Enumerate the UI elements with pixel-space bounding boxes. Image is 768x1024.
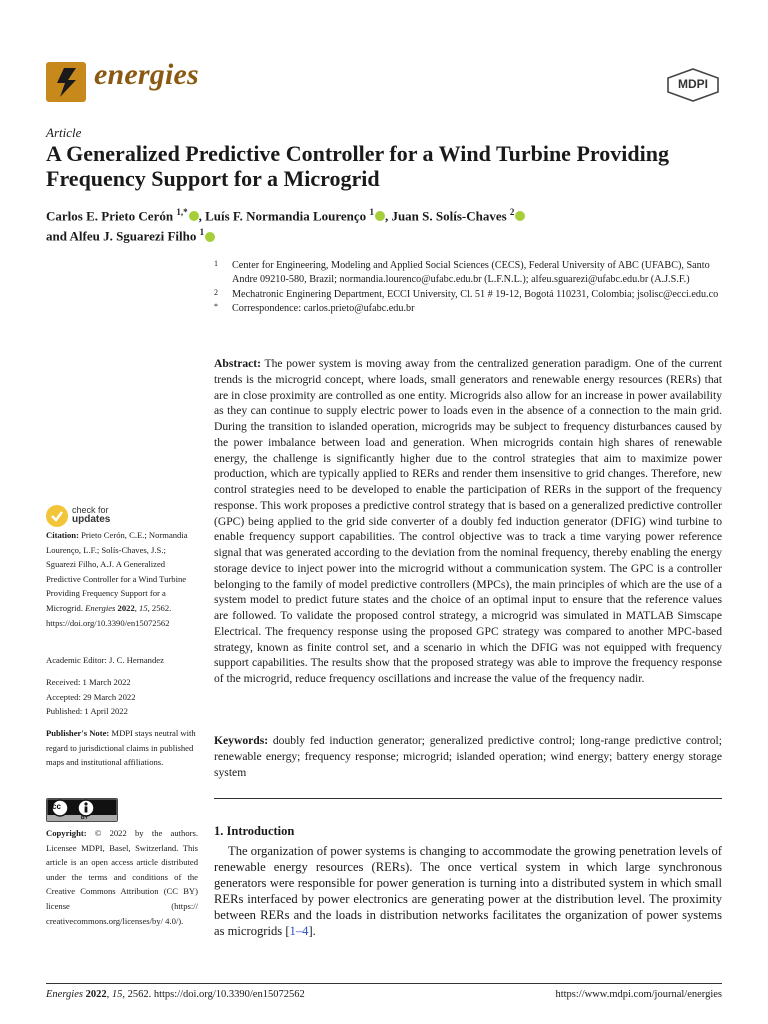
citation-year: 2022 (117, 602, 135, 613)
cc-by-license-badge[interactable] (46, 798, 118, 822)
footer-divider (46, 983, 722, 984)
journal-logo (46, 62, 86, 102)
citation-link[interactable]: 1–4 (289, 924, 309, 938)
author-affil-mark: 1 (199, 227, 205, 238)
abstract-text: The power system is moving away from the centralized generation paradigm. One of the current trends is the microgrid concept, where loads, small generators and renewable energy resources (RERs) that are in close proximity are controlled as one entity. Microgrids also allow for an increase in power availability as they can continue to supply electric power to loads even in the absence of a connection to the main grid. During the transition to islanded operation, microgrids may be subject to frequency disturbances caused by the power imbalance between load and generation. When microgrids contain high shares of renewable energy, the challenge is significantly higher due to the control strategies that aim to maximize power production, which are typically applied to RERs and render them insensitive to grid changes. Therefore, new control strategies need to be developed to enable the participation of RERs in the support of the frequency response. This work proposes a predictive control strategy that is based on a generalized predictive controller (GPC) being applied to the grid side converter of a doubly fed induction generator (DFIG) wind turbine to enable frequency support capabilities. The control objective was to track a time varying power reference signal that was generated according to the deviation from the nominal frequency, thereby enabling the energy storage device to inject power into the microgrid without a communication system. The GPC is a controller belonging to the family of model predictive controllers (MPCs), the main principles of which are the use of a system model to predict future states and the choice of an optimal input to ensure that the reference values are followed. To validate the proposed control strategy, a microgrid was simulated in MATLAB Simscape Electrical. The frequency response using the proposed GPC strategy was compared to another MPC-based strategy, known as finite control set, and a scenario in which the DFIG was not equipped with frequency support capabilities. The results show that the proposed strategy was able to improve the frequency response of the microgrid, reduce frequency oscillations and increase the value of the frequency nadir. (214, 357, 722, 685)
updates-label: updates (72, 514, 111, 525)
dates-block (46, 675, 198, 719)
check-for-label: check for (72, 505, 109, 515)
citation-journal: Energies (85, 602, 116, 613)
abstract (214, 356, 722, 687)
author-affil-mark: 2 (509, 207, 515, 217)
author-name: Juan S. Solís-Chaves (391, 208, 507, 224)
copyright-text: © 2022 by the authors. Licensee MDPI, Basel, Switzerland. This article is an open access article distributed under the terms and conditions of the Creative Commons Attribution (CC BY) license (https:// creativecommons.org/licenses/by/ 4.0/). (46, 828, 198, 926)
page-title: A Generalized Predictive Controller for a Wind Turbine Providing Frequency Support for a Microgrid (46, 141, 669, 191)
copyright-label: Copyright: (46, 828, 87, 838)
footer-citation: Energies 2022, 15, 2562. https://doi.org/10.3390/en15072562 (46, 989, 305, 1000)
check-updates-text (72, 505, 110, 525)
orcid-icon[interactable] (515, 211, 525, 221)
orcid-icon[interactable] (205, 232, 215, 242)
abstract-label: Abstract: (214, 357, 262, 370)
affiliation-item (214, 302, 726, 316)
author-name: Carlos E. Prieto Cerón (46, 208, 174, 224)
copyright-block (46, 826, 198, 928)
check-for-updates-badge[interactable] (46, 504, 146, 528)
publisher-note-text: MDPI stays neutral with regard to jurisdictional claims in published maps and institutional affiliations. (46, 728, 196, 768)
affiliation-text: Correspondence: carlos.prieto@ufabc.edu.br (232, 302, 415, 314)
affiliation-item (214, 259, 726, 288)
citation-block: Citation: Prieto Cerón, C.E.; Normandia Lourenço, L.F.; Solís-Chaves, J.S.; Sguarezi Filho, A.J. A Generalized Predictive Controller for a Wind Turbine Providing Frequency Support for a Microgrid. Energies 2022, 15, 2562. https://doi.org/10.3390/en15072562 (46, 530, 188, 628)
footer-journal: Energies (46, 989, 83, 1000)
keywords-text: doubly fed induction generator; generalized predictive control; long-range predictive control; renewable energy; frequency response; microgrid; islanded operation; wind energy; battery energy storage system (214, 734, 722, 779)
accepted-date: Accepted: 29 March 2022 (46, 691, 136, 702)
publisher-note (46, 726, 198, 770)
publisher-note-label: Publisher's Note: (46, 728, 110, 738)
footer-doi[interactable]: , 2562. https://doi.org/10.3390/en15072562 (122, 989, 305, 1000)
keywords-label: Keywords: (214, 734, 269, 747)
affiliation-item (214, 288, 726, 302)
article-type: Article (46, 125, 82, 140)
citation-doi[interactable]: , 2562. https://doi.org/10.3390/en15072562 (46, 602, 172, 628)
affiliation-text: Mechatronic Enginering Department, ECCI University, Cl. 51 # 19-12, Bogotá 110231, Colombia; jsolisc@ecci.edu.co (232, 288, 719, 300)
footer-journal-url[interactable]: https://www.mdpi.com/journal/energies (555, 989, 722, 1000)
section-heading: 1. Introduction (214, 824, 295, 838)
paragraph-text-end: ]. (308, 924, 316, 938)
keywords (214, 733, 722, 780)
affiliation-mark: * (214, 301, 218, 311)
cc-icon: cc (52, 802, 61, 811)
footer-volume: 15 (111, 989, 123, 1000)
author-affil-mark: 1 (369, 207, 374, 217)
received-date: Received: 1 March 2022 (46, 677, 131, 687)
author-list: Carlos E. Prieto Cerón $^{1,*}$ , Luís F. Normandia Lourenço $^1$ , Juan S. Solís-Chaves $^2$ and Alfeu J. Sguarezi Filho $^1$ (46, 204, 736, 245)
affiliations (214, 259, 726, 316)
citation-text: Prieto Cerón, C.E.; Normandia Lourenço, L.F.; Solís-Chaves, J.S.; Sguarezi Filho, A.J. A Generalized Predictive Controller for a Wind Turbine Providing Frequency Support for a Microgrid. (46, 530, 188, 613)
journal-name: energies (94, 58, 199, 91)
academic-editor: Academic Editor: J. C. Hernandez (46, 655, 164, 665)
orcid-icon[interactable] (189, 211, 199, 221)
publisher-name: MDPI (678, 77, 708, 91)
check-updates-icon (46, 505, 68, 527)
citation-volume: 15 (139, 602, 148, 613)
orcid-icon[interactable] (375, 211, 385, 221)
affiliation-text: Center for Engineering, Modeling and Applied Social Sciences (CECS), Federal University of ABC (UFABC), Santo Andre 09210-580, Brazil; normandia.lourenco@ufabc.edu.br (L.F.N.L.); alfeu.sguarezi@ufabc.edu.br (A.J.S.F.) (232, 260, 710, 286)
published-date: Published: 1 April 2022 (46, 706, 128, 717)
author-name: Alfeu J. Sguarezi Filho (69, 228, 197, 244)
lightning-icon (46, 62, 86, 102)
affiliation-mark: 1 (214, 259, 218, 268)
introduction-paragraph (214, 843, 722, 939)
license-badge-label: BY (81, 815, 88, 821)
paragraph-text: The organization of power systems is changing to accommodate the growing penetration levels of renewable energy resources (RERs). The once vertical system in which large synchronous generators were responsible for power generation is turning into a distributed system in which small RERs interfaced by power electronics are generating power at the distribution level. The proximity between RERs and the loads in distribution networks facilitates the organization of power systems as microgrids [ (214, 844, 722, 938)
author-affil-mark: 1,* (176, 207, 188, 217)
citation-label: Citation: (46, 530, 79, 540)
section-divider (214, 798, 722, 799)
footer-year: 2022 (85, 989, 107, 1000)
publisher-logo (666, 68, 720, 102)
affiliation-mark: 2 (214, 287, 218, 297)
author-name: Luís F. Normandia Lourenço (205, 208, 367, 224)
